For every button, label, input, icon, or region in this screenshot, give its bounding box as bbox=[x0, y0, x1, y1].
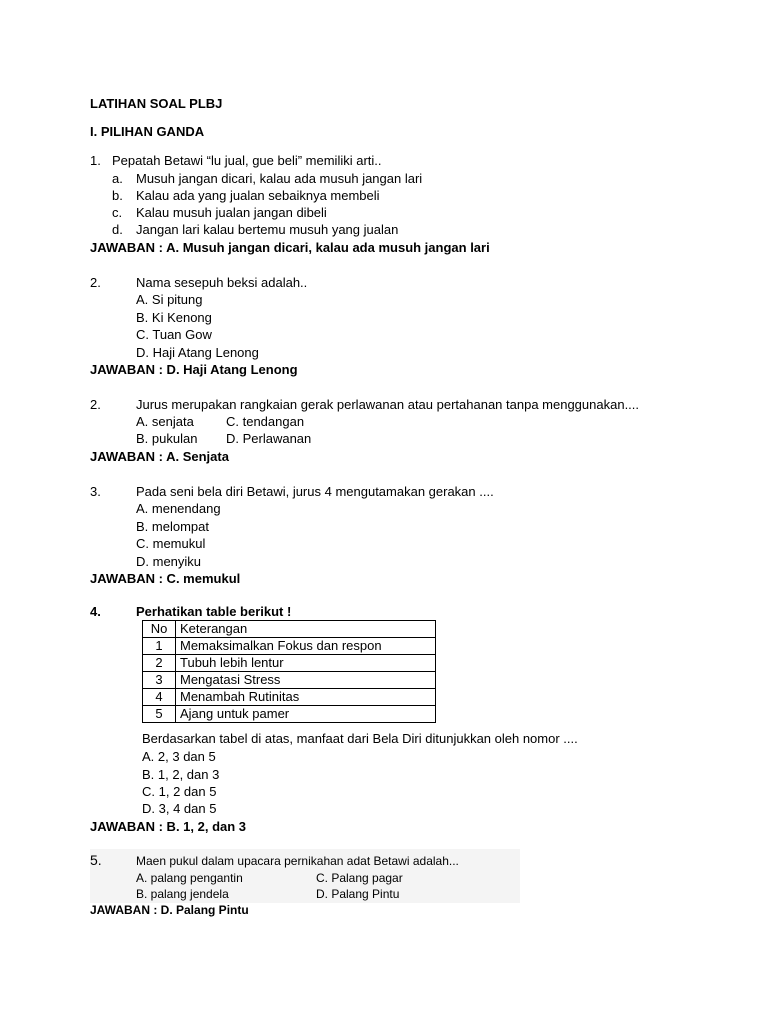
q5-text: Maen pukul dalam upacara pernikahan adat Betawi adalah... bbox=[136, 854, 459, 868]
table-row bbox=[143, 672, 436, 689]
q4-option-a: A. 2, 3 dan 5 bbox=[142, 749, 216, 764]
q4-number: 4. bbox=[90, 604, 101, 619]
q1-option-b: Kalau ada yang jualan sebaiknya membeli bbox=[136, 188, 380, 203]
table-cell-keterangan: Mengatasi Stress bbox=[176, 672, 436, 689]
table-row bbox=[143, 638, 436, 655]
q1-option-b-letter: b. bbox=[112, 188, 123, 203]
table-header-keterangan: Keterangan bbox=[176, 621, 436, 638]
q2-option-d: D. Haji Atang Lenong bbox=[136, 345, 259, 360]
q3-text: Pada seni bela diri Betawi, jurus 4 mengutamakan gerakan .... bbox=[136, 484, 494, 499]
q2b-option-a: A. senjata bbox=[136, 414, 194, 429]
q3-answer: JAWABAN : C. memukul bbox=[90, 571, 241, 586]
q4-option-c: C. 1, 2 dan 5 bbox=[142, 784, 217, 799]
section-heading: I. PILIHAN GANDA bbox=[90, 124, 205, 139]
q4-option-d: D. 3, 4 dan 5 bbox=[142, 801, 217, 816]
q4-text: Perhatikan table berikut ! bbox=[136, 604, 292, 619]
table-cell-no: 3 bbox=[143, 672, 176, 689]
q5-answer: JAWABAN : D. Palang Pintu bbox=[90, 903, 249, 917]
q4-prompt: Berdasarkan tabel di atas, manfaat dari Bela Diri ditunjukkan oleh nomor .... bbox=[142, 731, 578, 746]
table-cell-keterangan: Menambah Rutinitas bbox=[176, 689, 436, 706]
q4-option-b: B. 1, 2, dan 3 bbox=[142, 767, 220, 782]
q1-text: Pepatah Betawi “lu jual, gue beli” memiliki arti.. bbox=[112, 153, 382, 168]
table-cell-keterangan: Ajang untuk pamer bbox=[176, 706, 436, 723]
q1-option-c-letter: c. bbox=[112, 205, 123, 220]
table-cell-no: 5 bbox=[143, 706, 176, 723]
q2b-option-b: B. pukulan bbox=[136, 431, 198, 446]
q2b-answer: JAWABAN : A. Senjata bbox=[90, 449, 229, 464]
q2-text: Nama sesepuh beksi adalah.. bbox=[136, 275, 308, 290]
q1-option-a-letter: a. bbox=[112, 171, 123, 186]
table-header-row bbox=[143, 621, 436, 638]
q5-option-b: B. palang jendela bbox=[136, 887, 229, 901]
q5-number: 5. bbox=[90, 852, 102, 868]
q5-option-a: A. palang pengantin bbox=[136, 871, 243, 885]
table-header-no: No bbox=[143, 621, 176, 638]
q2-option-a: A. Si pitung bbox=[136, 292, 203, 307]
q3-number: 3. bbox=[90, 484, 101, 499]
page-title: LATIHAN SOAL PLBJ bbox=[90, 96, 223, 111]
q2b-text: Jurus merupakan rangkaian gerak perlawanan atau pertahanan tanpa menggunakan.... bbox=[136, 397, 640, 412]
q2-option-c: C. Tuan Gow bbox=[136, 327, 212, 342]
q2b-option-c: C. tendangan bbox=[226, 414, 305, 429]
q1-option-d-letter: d. bbox=[112, 222, 123, 237]
table-cell-no: 1 bbox=[143, 638, 176, 655]
q1-option-c: Kalau musuh jualan jangan dibeli bbox=[136, 205, 327, 220]
q2-option-b: B. Ki Kenong bbox=[136, 310, 212, 325]
table-row bbox=[143, 655, 436, 672]
q1-option-a: Musuh jangan dicari, kalau ada musuh jangan lari bbox=[136, 171, 423, 186]
table-row bbox=[143, 706, 436, 723]
q1-answer: JAWABAN : A. Musuh jangan dicari, kalau ada musuh jangan lari bbox=[90, 240, 490, 255]
q3-option-a: A. menendang bbox=[136, 501, 221, 516]
table-cell-no: 2 bbox=[143, 655, 176, 672]
q5-option-c: C. Palang pagar bbox=[316, 871, 403, 885]
table-row bbox=[143, 689, 436, 706]
table-cell-no: 4 bbox=[143, 689, 176, 706]
q3-option-b: B. melompat bbox=[136, 519, 209, 534]
q1-number: 1. bbox=[90, 153, 101, 168]
q2b-number: 2. bbox=[90, 397, 101, 412]
table-cell-keterangan: Tubuh lebih lentur bbox=[176, 655, 436, 672]
q2-number: 2. bbox=[90, 275, 101, 290]
table-cell-keterangan: Memaksimalkan Fokus dan respon bbox=[176, 638, 436, 655]
q2-answer: JAWABAN : D. Haji Atang Lenong bbox=[90, 362, 298, 377]
q1-option-d: Jangan lari kalau bertemu musuh yang jualan bbox=[136, 222, 399, 237]
q3-option-d: D. menyiku bbox=[136, 554, 202, 569]
q4-answer: JAWABAN : B. 1, 2, dan 3 bbox=[90, 819, 247, 834]
q2b-option-d: D. Perlawanan bbox=[226, 431, 312, 446]
q5-option-d: D. Palang Pintu bbox=[316, 887, 400, 901]
q4-table bbox=[142, 620, 436, 723]
q3-option-c: C. memukul bbox=[136, 536, 206, 551]
